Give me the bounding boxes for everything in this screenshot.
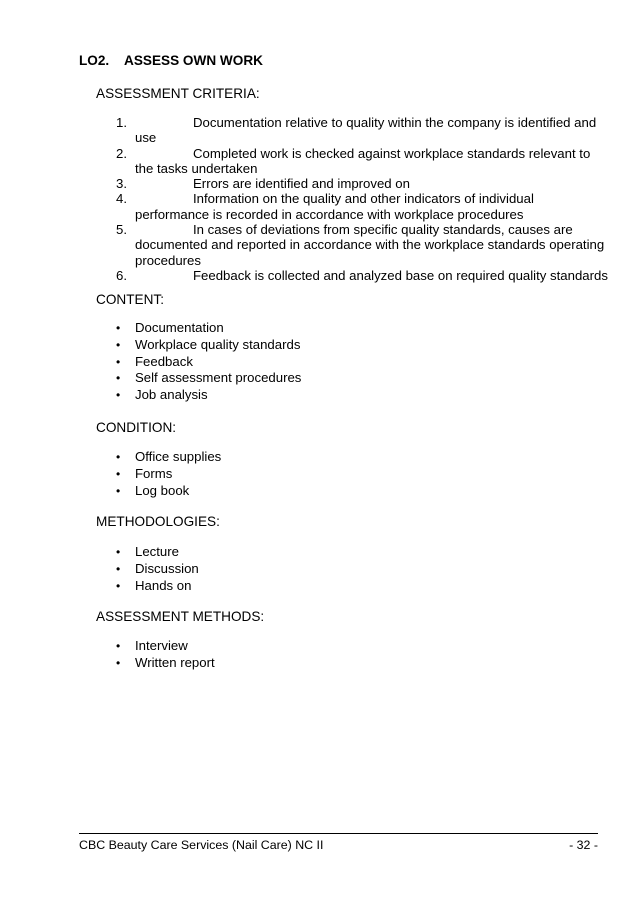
bullet-icon: • — [116, 371, 121, 386]
condition-heading: CONDITION: — [96, 420, 177, 435]
list-item: • Discussion — [116, 560, 199, 576]
page-number: - 32 - — [569, 838, 598, 852]
list-item: • Interview — [116, 638, 188, 653]
learning-outcome-title: ASSESS OWN WORK — [124, 53, 263, 68]
criteria-number: 1. — [116, 115, 127, 130]
bullet-icon: • — [116, 639, 121, 653]
bullet-icon: • — [116, 483, 121, 498]
assessment-criteria-list — [116, 115, 606, 283]
criteria-text: Information on the quality and other indicators of individual performance is recorded in accordance with workplace procedures — [135, 191, 534, 222]
criteria-text: In cases of deviations from specific quality standards, causes are documented and reported in accordance with the workplace standards operating procedures — [135, 222, 605, 268]
criteria-number: 5. — [116, 222, 127, 238]
bullet-icon: • — [116, 388, 121, 403]
bullet-icon: • — [116, 450, 121, 464]
methodologies-list — [116, 544, 199, 594]
condition-list — [116, 449, 221, 499]
list-item: • Office supplies — [116, 449, 222, 464]
criteria-item — [116, 146, 606, 177]
criteria-item — [116, 268, 606, 283]
list-item: • Feedback — [116, 353, 193, 369]
content-list — [116, 320, 301, 404]
methodologies-heading: METHODOLOGIES: — [96, 514, 220, 529]
criteria-number: 3. — [116, 176, 127, 192]
content-heading: CONTENT: — [96, 292, 164, 307]
criteria-item — [116, 222, 606, 268]
list-item: • Job analysis — [116, 387, 208, 403]
list-item: • Written report — [116, 654, 215, 670]
learning-outcome-heading — [79, 53, 263, 68]
criteria-text: Documentation relative to quality within the company is identified and use — [135, 115, 597, 146]
criteria-number: 4. — [116, 191, 127, 207]
list-item: • Lecture — [116, 544, 179, 559]
learning-outcome-code: LO2. — [79, 53, 110, 68]
criteria-number: 2. — [116, 145, 127, 161]
assessment-methods-heading: ASSESSMENT METHODS: — [96, 609, 265, 624]
footer-document-title: CBC Beauty Care Services (Nail Care) NC II — [79, 838, 324, 852]
criteria-item — [116, 191, 606, 222]
list-item: • Workplace quality standards — [116, 336, 301, 352]
criteria-text: Feedback is collected and analyzed base on required quality standards — [193, 267, 608, 283]
criteria-text: Errors are identified and improved on — [193, 176, 410, 192]
assessment-criteria-heading: ASSESSMENT CRITERIA: — [96, 86, 260, 101]
bullet-icon: • — [116, 354, 121, 369]
list-item: • Forms — [116, 465, 173, 481]
criteria-text: Completed work is checked against workplace standards relevant to the tasks undertaken — [135, 145, 591, 176]
list-item: • Documentation — [116, 320, 224, 335]
criteria-item — [116, 176, 606, 191]
bullet-icon: • — [116, 321, 121, 335]
footer-divider — [79, 833, 598, 834]
list-item: • Log book — [116, 482, 190, 498]
bullet-icon: • — [116, 545, 121, 559]
assessment-methods-list — [116, 638, 215, 672]
list-item: • Hands on — [116, 577, 192, 593]
list-item: • Self assessment procedures — [116, 370, 302, 386]
bullet-icon: • — [116, 578, 121, 593]
criteria-item — [116, 115, 606, 146]
bullet-icon: • — [116, 655, 121, 670]
bullet-icon: • — [116, 561, 121, 576]
bullet-icon: • — [116, 337, 121, 352]
bullet-icon: • — [116, 466, 121, 481]
criteria-number: 6. — [116, 267, 127, 283]
